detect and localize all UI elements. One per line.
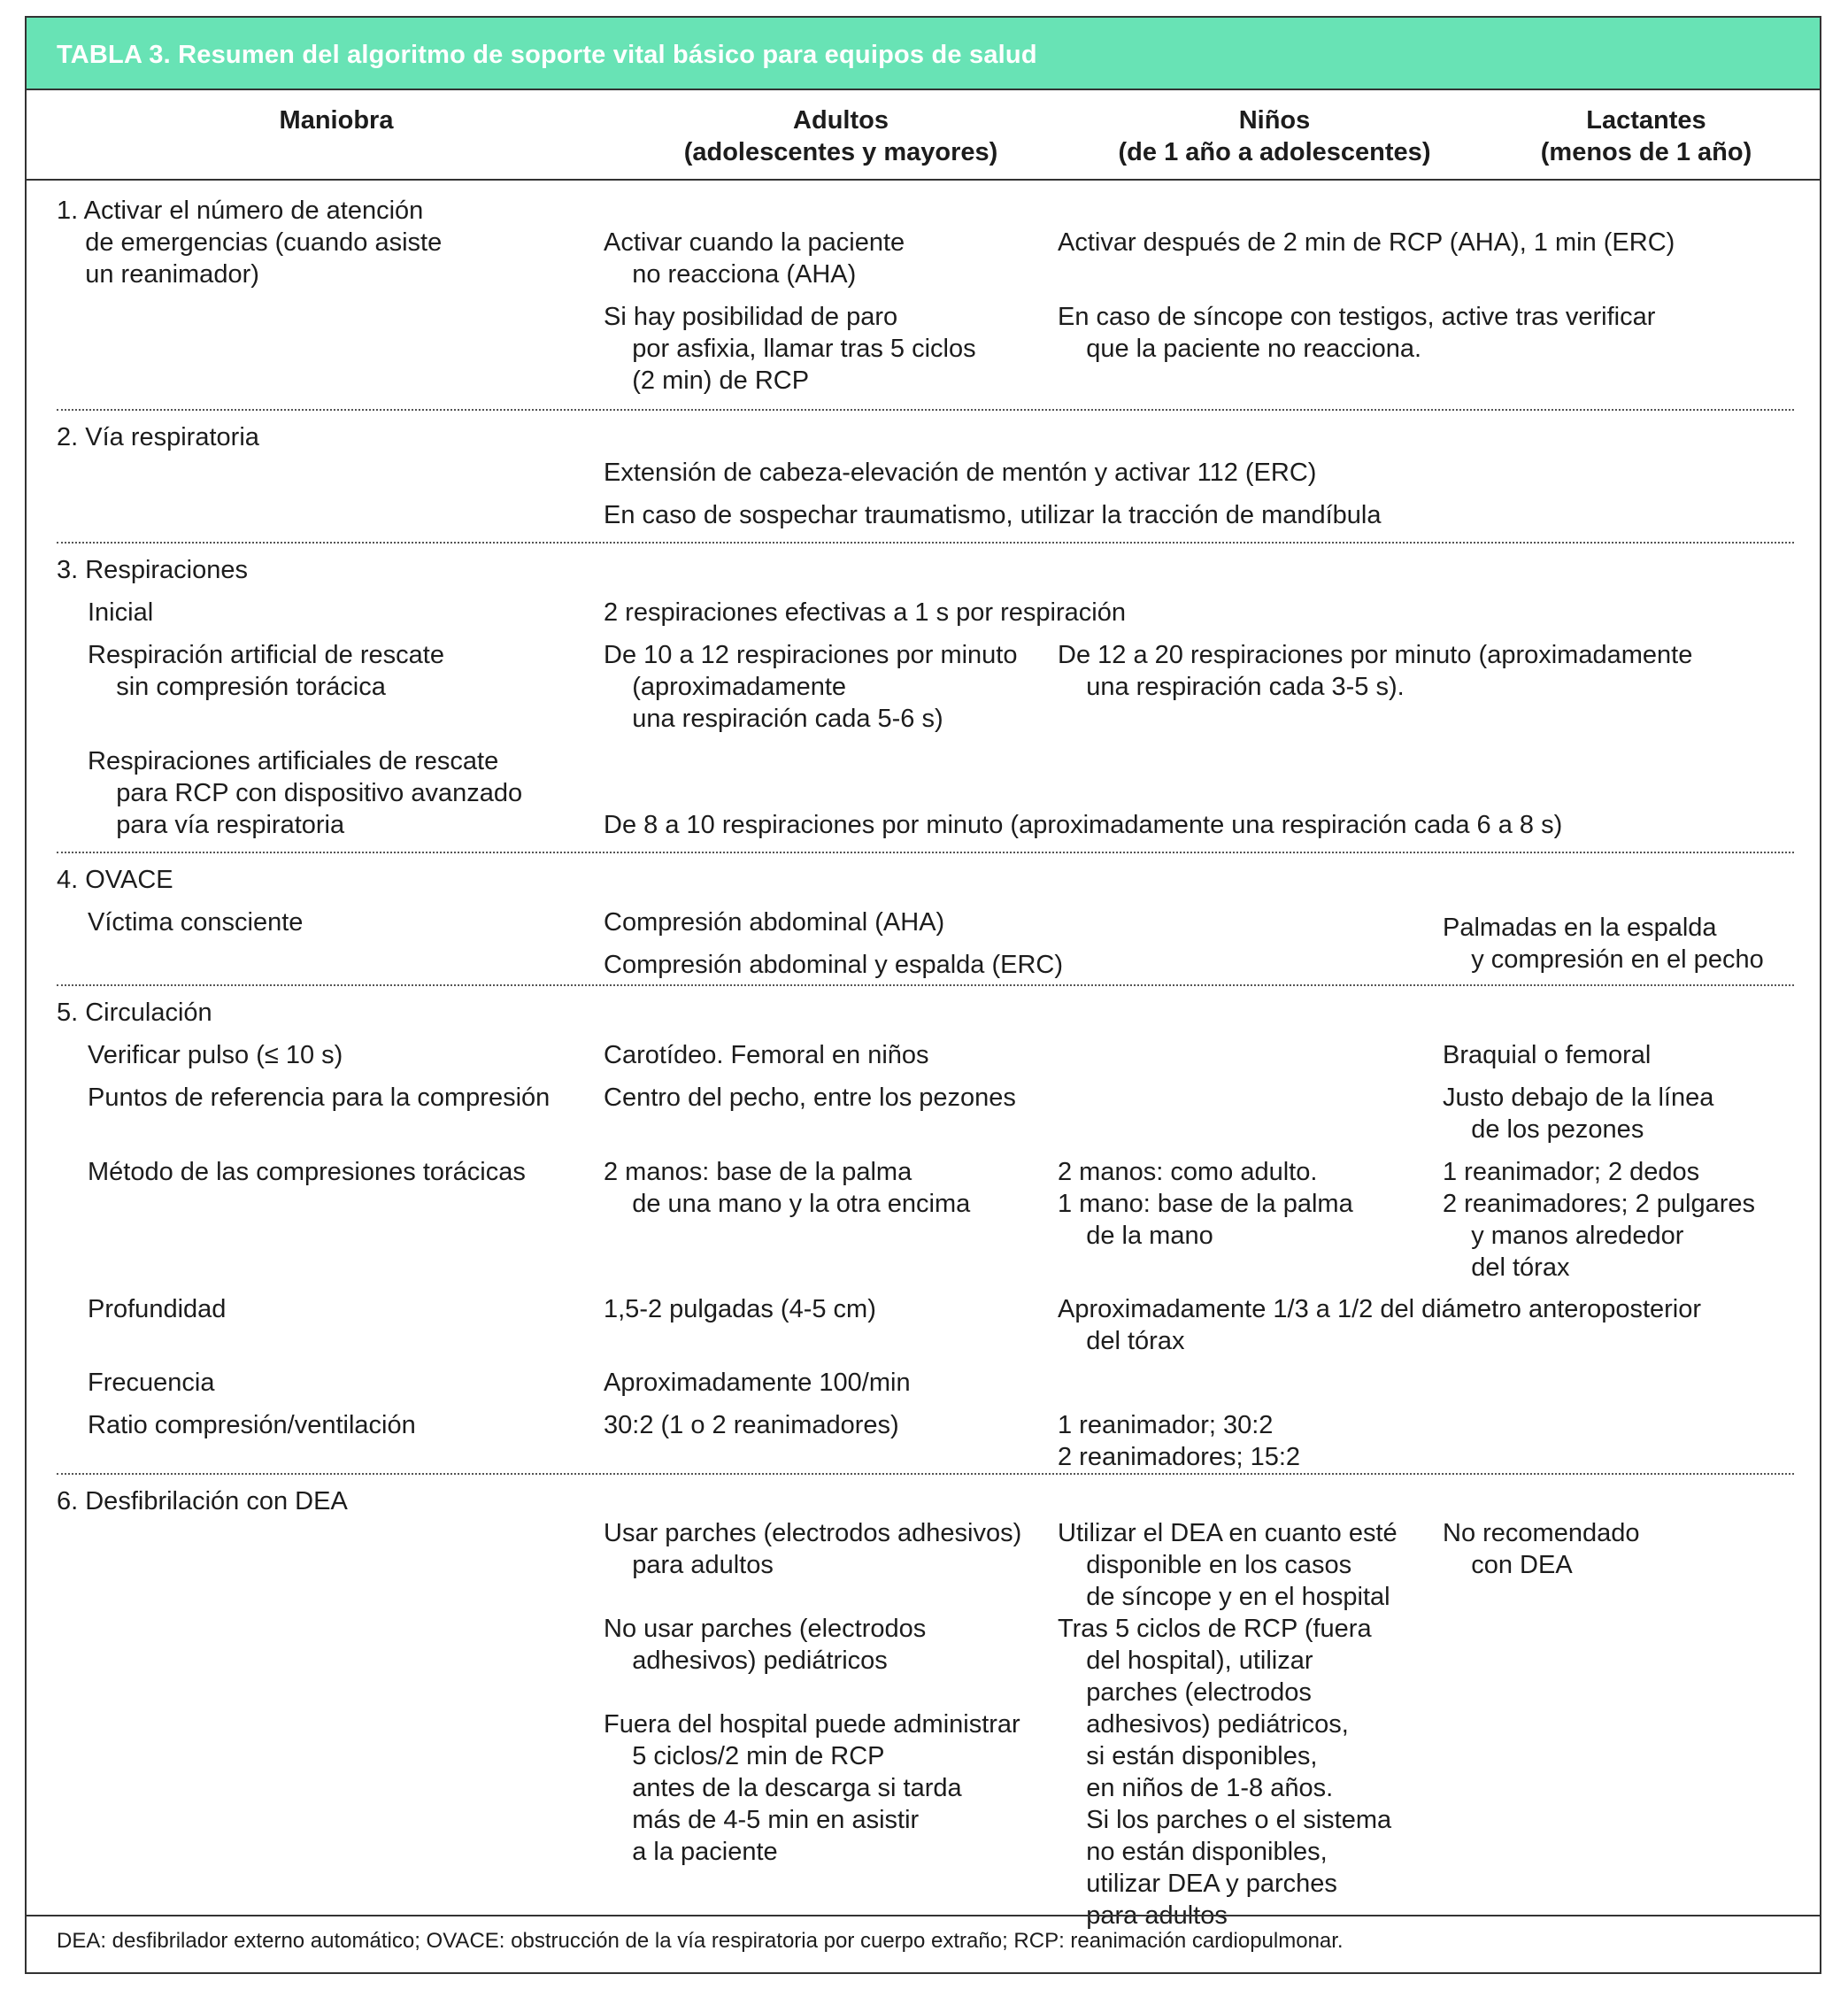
header-lactantes: Lactantes (menos de 1 año)	[1540, 106, 1752, 166]
s5-referencia-adultos: Centro del pecho, entre los pezones	[604, 1083, 1016, 1112]
table-title: TABLA 3. Resumen del algoritmo de soporte vital básico para equipos de salud	[57, 41, 1037, 69]
s5-ratio-label: Ratio compresión/ventilación	[88, 1411, 416, 1439]
header-divider	[27, 179, 1820, 181]
row-divider	[57, 409, 1794, 411]
row-divider	[57, 542, 1794, 544]
s3-avanzado-label: Respiraciones artificiales de rescate para RCP con dispositivo avanzado para vía respiratoria	[88, 747, 523, 839]
s4-adultos-1: Compresión abdominal (AHA)	[604, 908, 945, 937]
s6-lactantes: No recomendado con DEA	[1443, 1519, 1640, 1579]
s3-inicial-label: Inicial	[88, 598, 154, 627]
s1-ninos-2: En caso de síncope con testigos, active tras verificar que la paciente no reacciona.	[1058, 303, 1656, 363]
s5-metodo-label: Método de las compresiones torácicas	[88, 1158, 526, 1186]
s3-label: 3. Respiraciones	[57, 556, 248, 584]
footer-divider	[27, 1915, 1820, 1916]
header-maniobra: Maniobra	[279, 106, 394, 135]
s6-adultos-3: Fuera del hospital puede administrar 5 ciclos/2 min de RCP antes de la descarga si tarda más de 4-5 min en asistir a la paciente	[604, 1710, 1020, 1866]
header-ninos: Niños (de 1 año a adolescentes)	[1118, 106, 1431, 166]
table-frame	[25, 16, 1821, 1974]
s4-consciente-label: Víctima consciente	[88, 908, 304, 937]
s2-label: 2. Vía respiratoria	[57, 423, 259, 451]
s3-inicial-text: 2 respiraciones efectivas a 1 s por respiración	[604, 598, 1126, 627]
s3-rescate-label: Respiración artificial de rescate sin compresión torácica	[88, 641, 444, 701]
row-divider	[57, 852, 1794, 853]
s1-adultos-2: Si hay posibilidad de paro por asfixia, llamar tras 5 ciclos (2 min) de RCP	[604, 303, 976, 395]
s5-referencia-lactantes: Justo debajo de la línea de los pezones	[1443, 1083, 1714, 1144]
s2-text-2: En caso de sospechar traumatismo, utilizar la tracción de mandíbula	[604, 501, 1382, 529]
footnote: DEA: desfibrilador externo automático; OVACE: obstrucción de la vía respiratoria por cuerpo extraño; RCP: reanimación cardiopulmonar.	[57, 1929, 1344, 1953]
s5-profundidad-ninos: Aproximadamente 1/3 a 1/2 del diámetro anteroposterior del tórax	[1058, 1295, 1702, 1355]
row-divider	[57, 984, 1794, 986]
s1-adultos-1: Activar cuando la paciente no reacciona (AHA)	[604, 228, 905, 289]
s1-ninos-1: Activar después de 2 min de RCP (AHA), 1 min (ERC)	[1058, 228, 1675, 257]
s5-label: 5. Circulación	[57, 999, 212, 1027]
s5-ratio-adultos: 30:2 (1 o 2 reanimadores)	[604, 1411, 899, 1439]
s5-pulso-adultos: Carotídeo. Femoral en niños	[604, 1041, 929, 1069]
s5-referencia-label: Puntos de referencia para la compresión	[88, 1083, 551, 1112]
s5-profundidad-adultos: 1,5-2 pulgadas (4-5 cm)	[604, 1295, 876, 1323]
s5-pulso-label: Verificar pulso (≤ 10 s)	[88, 1041, 343, 1069]
s5-metodo-ninos: 2 manos: como adulto. 1 mano: base de la palma de la mano	[1058, 1158, 1353, 1250]
s6-ninos-2: Tras 5 ciclos de RCP (fuera del hospital), utilizar parches (electrodos adhesivos) pediátricos, si están disponibles, en niños de 1-8 años. Si los parches o el sistema no están disponibles, utilizar DEA y parches para adultos	[1058, 1615, 1392, 1930]
s5-metodo-lactantes: 1 reanimador; 2 dedos 2 reanimadores; 2 pulgares y manos alrededor del tórax	[1443, 1158, 1756, 1282]
s6-adultos-2: No usar parches (electrodos adhesivos) pediátricos	[604, 1615, 927, 1675]
table-title-bar	[27, 18, 1820, 90]
s4-lactantes: Palmadas en la espalda y compresión en el pecho	[1443, 914, 1764, 974]
s6-ninos-1: Utilizar el DEA en cuanto esté disponible en los casos de síncope y en el hospital	[1058, 1519, 1398, 1611]
s6-adultos-1: Usar parches (electrodos adhesivos) para adultos	[604, 1519, 1022, 1579]
s4-label: 4. OVACE	[57, 866, 173, 894]
s5-pulso-lactantes: Braquial o femoral	[1443, 1041, 1652, 1069]
s5-frecuencia-label: Frecuencia	[88, 1369, 215, 1397]
s3-rescate-ninos: De 12 a 20 respiraciones por minuto (aproximadamente una respiración cada 3-5 s).	[1058, 641, 1693, 701]
s2-text-1: Extensión de cabeza-elevación de mentón y activar 112 (ERC)	[604, 459, 1317, 487]
s5-profundidad-label: Profundidad	[88, 1295, 227, 1323]
s6-label: 6. Desfibrilación con DEA	[57, 1487, 348, 1515]
s5-metodo-adultos: 2 manos: base de la palma de una mano y la otra encima	[604, 1158, 971, 1218]
s5-ratio-ninos: 1 reanimador; 30:2 2 reanimadores; 15:2	[1058, 1411, 1301, 1471]
s5-frecuencia-text: Aproximadamente 100/min	[604, 1369, 911, 1397]
s1-label: 1. Activar el número de atención de emergencias (cuando asiste un reanimador)	[57, 197, 443, 289]
s4-adultos-2: Compresión abdominal y espalda (ERC)	[604, 951, 1064, 979]
header-adultos: Adultos (adolescentes y mayores)	[683, 106, 998, 166]
s3-avanzado-text: De 8 a 10 respiraciones por minuto (aproximadamente una respiración cada 6 a 8 s)	[604, 811, 1563, 839]
row-divider	[57, 1473, 1794, 1475]
s3-rescate-adultos: De 10 a 12 respiraciones por minuto (aproximadamente una respiración cada 5-6 s)	[604, 641, 1018, 733]
